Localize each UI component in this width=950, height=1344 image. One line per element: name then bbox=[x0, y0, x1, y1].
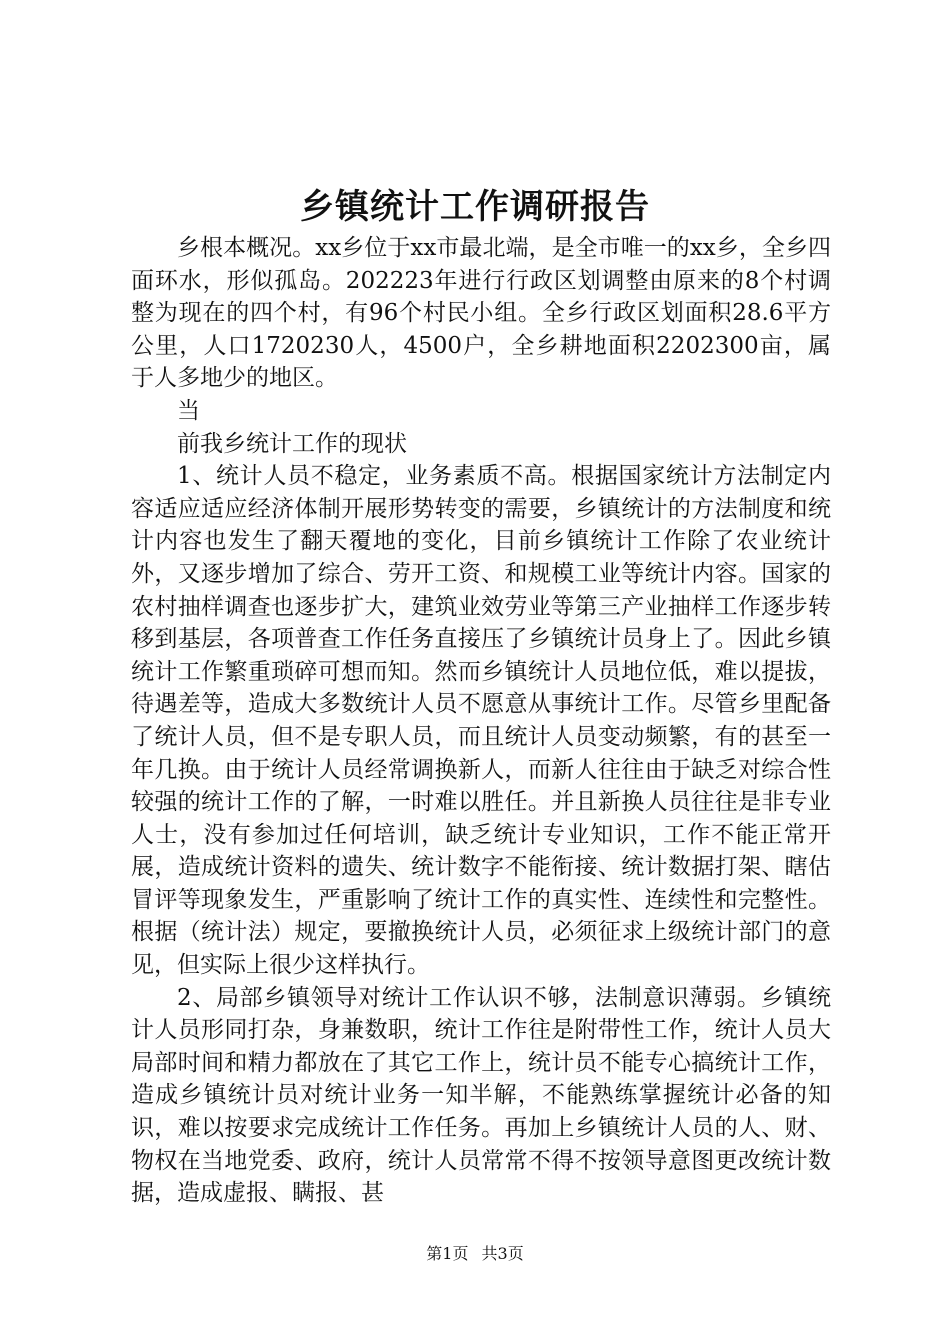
paragraph-overview: 乡根本概况。xx乡位于xx市最北端，是全市唯一的xx乡，全乡四面环水，形似孤岛。202223年进行行政区划调整由原来的8个村调整为现在的四个村，有96个村民小组。全乡行政区划面积28.6平方公里，人口1720230人，4500户，全乡耕地面积2202300亩，属于人多地少的地区。 bbox=[131, 235, 831, 392]
section-heading: 前我乡统计工作的现状 bbox=[177, 430, 407, 457]
page-number: 第1页 bbox=[426, 1244, 469, 1263]
paragraph-point-1: 1、统计人员不稳定，业务素质不高。根据国家统计方法制定内容适应适应经济体制开展形势转变的需要，乡镇统计的方法制度和统计内容也发生了翻天覆地的变化，目前乡镇统计工作除了农业统计外，又逐步增加了综合、劳开工资、和规模工业等统计内容。国家的农村抽样调查也逐步扩大，建筑业效劳业等第三产业抽样工作逐步转移到基层，各项普查工作任务直接压了乡镇统计员身上了。因此乡镇统计工作繁重琐碎可想而知。然而乡镇统计人员地位低，难以提拔，待遇差等，造成大多数统计人员不愿意从事统计工作。尽管乡里配备了统计人员，但不是专职人员，而且统计人员变动频繁，有的甚至一年几换。由于统计人员经常调换新人，而新人往往由于缺乏对综合性较强的统计工作的了解，一时难以胜任。并且新换人员往往是非专业人士，没有参加过任何培训，缺乏统计专业知识，工作不能正常开展，造成统计资料的遗失、统计数字不能衔接、统计数据打架、瞎估冒评等现象发生，严重影响了统计工作的真实性、连续性和完整性。根据（统计法）规定，要撤换统计人员，必须征求上级统计部门的意见，但实际上很少这样执行。 bbox=[131, 463, 831, 979]
document-title: 乡镇统计工作调研报告 bbox=[300, 187, 650, 227]
page-total: 共3页 bbox=[481, 1244, 524, 1263]
document-body bbox=[131, 232, 831, 1210]
page-footer bbox=[0, 1243, 950, 1265]
paragraph-point-2: 2、局部乡镇领导对统计工作认识不够，法制意识薄弱。乡镇统计人员形同打杂，身兼数职，统计工作往是附带性工作，统计人员大局部时间和精力都放在了其它工作上，统计员不能专心搞统计工作，造成乡镇统计员对统计业务一知半解，不能熟练掌握统计必备的知识，难以按要求完成统计工作任务。再加上乡镇统计人员的人、财、物权在当地党委、政府，统计人员常常不得不按领导意图更改统计数据，造成虚报、瞒报、甚 bbox=[131, 984, 831, 1207]
paragraph-fragment: 当 bbox=[177, 397, 200, 424]
